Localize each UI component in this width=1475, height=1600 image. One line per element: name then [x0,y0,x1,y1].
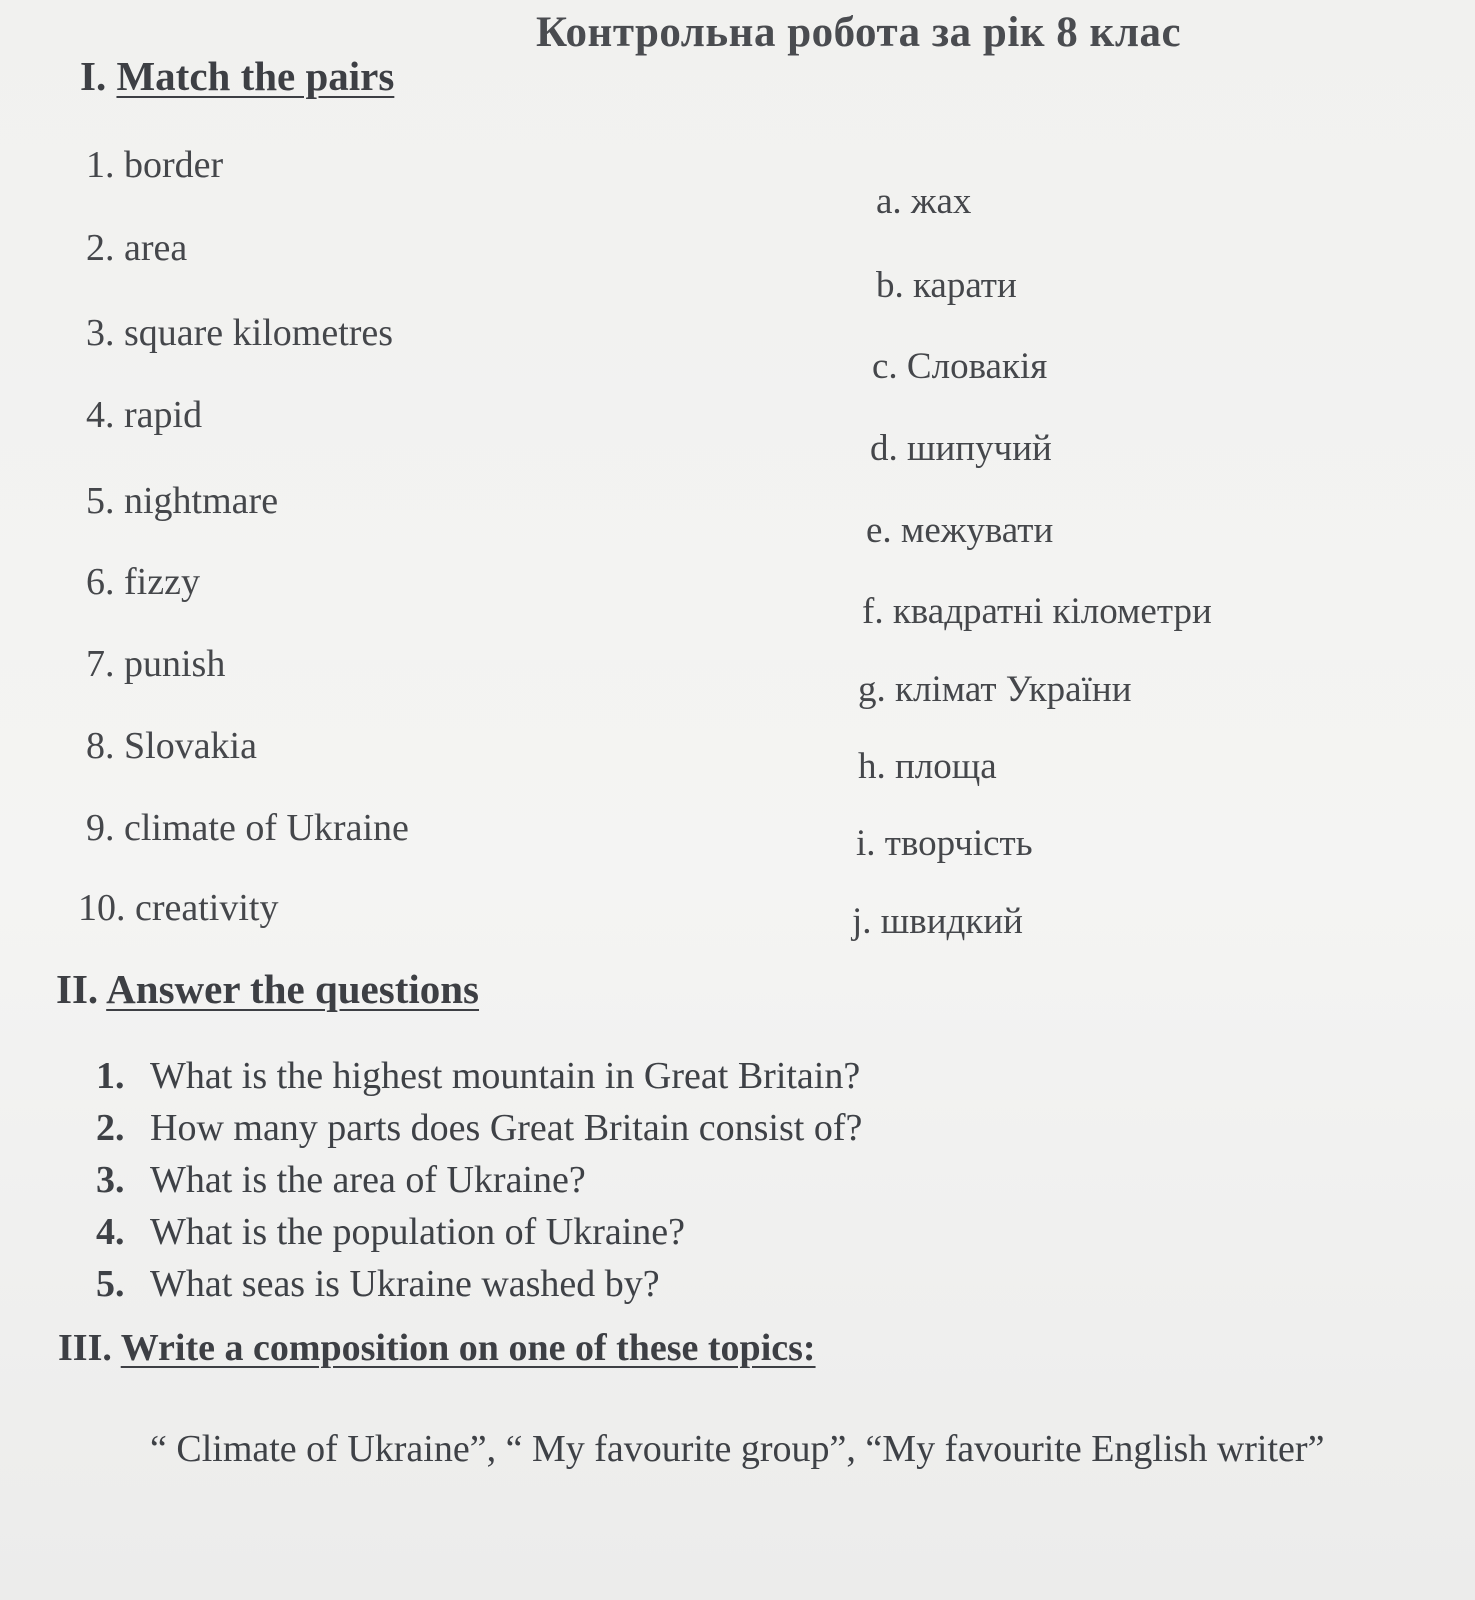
composition-topics: “ Climate of Ukraine”, “ My favourite group”, “My favourite English writer” [150,1428,1325,1470]
match-left-item: 10. creativity [78,887,279,929]
question-item [96,1102,862,1154]
question-number: 2. [96,1107,125,1149]
match-left-item: 6. fizzy [86,561,200,603]
match-left-item: 4. rapid [86,394,203,436]
question-item [96,1258,862,1310]
section-3-heading [58,1326,816,1370]
question-number: 5. [96,1263,125,1305]
question-number: 3. [96,1159,125,1201]
section-1-title: Match the pairs [116,53,395,99]
match-right-item: e. межувати [866,510,1054,551]
match-right-item: i. творчість [856,823,1033,864]
section-2-numeral: II. [56,966,99,1012]
section-2-heading [56,965,479,1013]
section-2-title: Answer the questions [106,966,480,1012]
question-item [96,1154,862,1206]
section-3-title: Write a composition on one of these topics: [120,1327,816,1369]
match-left-item: 2. area [86,227,188,269]
match-left-item: 8. Slovakia [86,725,257,767]
section-1-heading [80,52,394,100]
question-list [96,1050,862,1310]
question-text: What is the population of Ukraine? [150,1211,686,1253]
match-left-item: 3. square kilometres [86,312,394,354]
match-left-item: 7. punish [86,643,226,685]
match-right-item: g. клімат України [858,669,1132,710]
question-text: What seas is Ukraine washed by? [150,1263,660,1305]
match-right-item: d. шипучий [870,428,1052,469]
match-right-item: b. карати [876,265,1017,306]
page-title: Контрольна робота за рік 8 клас [536,9,1182,56]
question-number: 4. [96,1211,125,1253]
match-right-item: j. швидкий [852,901,1023,942]
question-text: How many parts does Great Britain consist of? [150,1107,863,1149]
section-1-numeral: I. [80,53,107,99]
match-left-item: 5. nightmare [86,480,279,522]
match-right-item: c. Словакія [872,346,1048,387]
match-left-item: 1. border [86,144,224,186]
question-text: What is the area of Ukraine? [150,1159,586,1201]
match-right-item: h. площа [858,746,997,787]
question-number: 1. [96,1055,125,1097]
question-item [96,1050,862,1102]
section-3-numeral: III. [58,1327,112,1369]
match-right-item: f. квадратні кілометри [862,591,1212,632]
match-left-item: 9. climate of Ukraine [86,807,409,849]
match-right-item: a. жах [876,181,972,222]
question-text: What is the highest mountain in Great Britain? [150,1055,861,1097]
question-item [96,1206,862,1258]
